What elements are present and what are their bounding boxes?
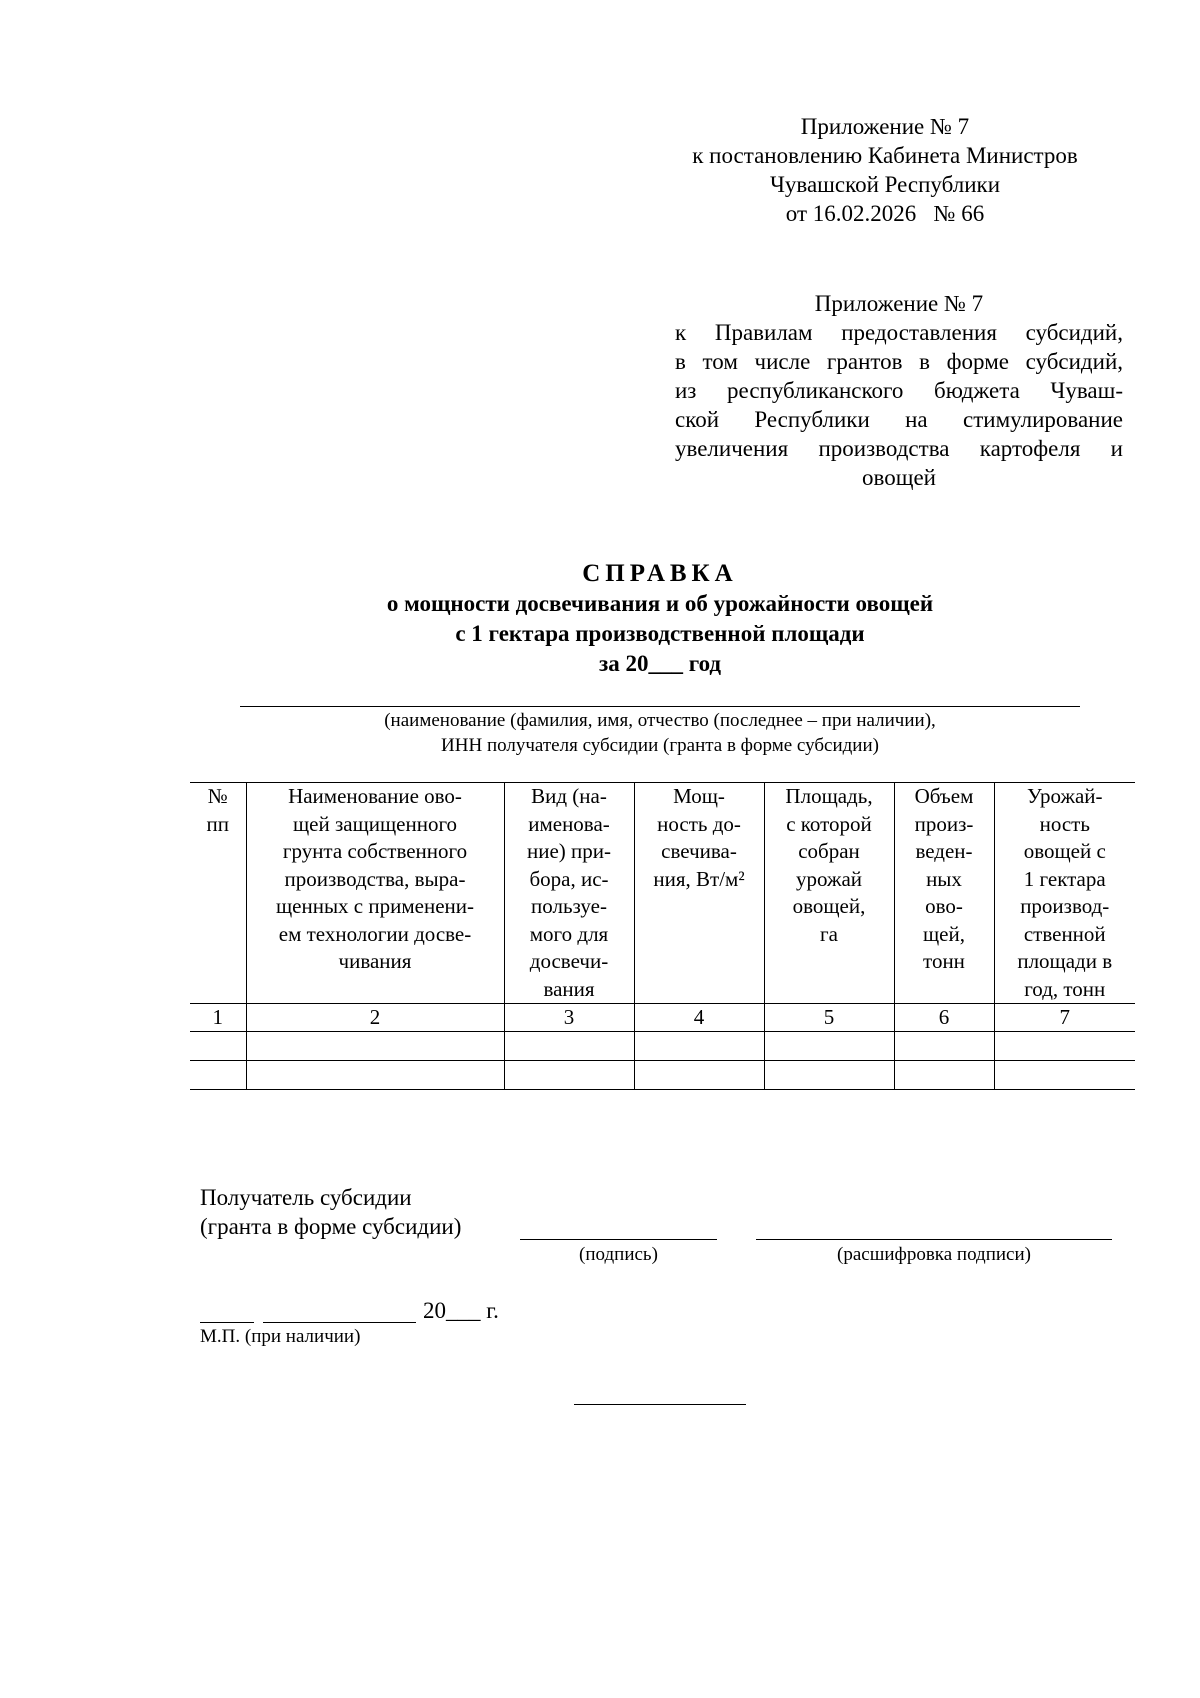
- header-cell-vegetable-name: Наименование ово- щей защищенного грунта собственного производства, выра- щенных с применени- ем технологии досве- чивания: [246, 783, 504, 1004]
- table-cell: [190, 1032, 246, 1061]
- header-cell-device-type: Вид (на- именова- ние) при- бора, ис- пользуе- мого для досвечи- вания: [504, 783, 634, 1004]
- date-month-line: [263, 1322, 416, 1323]
- table-cell: [994, 1061, 1135, 1090]
- appendix-resolution-line: Чувашской Республики: [769, 172, 1001, 197]
- appendix-rules-title: Приложение № 7: [814, 291, 984, 316]
- appendix-rules-line: из республиканского бюджета Чуваш-: [675, 378, 1123, 403]
- appendix-resolution-line: к постановлению Кабинета Министров: [692, 143, 1078, 168]
- table-cell: [894, 1032, 994, 1061]
- column-number-cell: 1: [190, 1004, 246, 1032]
- date-day-line: [200, 1322, 254, 1323]
- appendix-resolution-block: [650, 112, 1120, 228]
- table-cell: [504, 1061, 634, 1090]
- header-cell-harvest-area: Площадь, с которой собран урожай овощей, га: [764, 783, 894, 1004]
- table-header-row: [190, 783, 1135, 1004]
- column-number-cell: 2: [246, 1004, 504, 1032]
- document-year-line: за 20___ год: [598, 651, 722, 676]
- column-number-cell: 5: [764, 1004, 894, 1032]
- table-cell: [190, 1061, 246, 1090]
- recipient-caption-line: (наименование (фамилия, имя, отчество (последнее – при наличии),: [384, 710, 936, 731]
- signature-line: [520, 1239, 717, 1240]
- recipient-label: [200, 1183, 461, 1241]
- appendix-rules-line: овощей: [862, 465, 936, 490]
- column-number-cell: 3: [504, 1004, 634, 1032]
- appendix-rules-line: в том числе грантов в форме субсидий,: [675, 349, 1123, 374]
- signature-decoding-line: [756, 1239, 1112, 1240]
- document-heading: [250, 559, 1070, 679]
- recipient-label-line: (гранта в форме субсидии): [200, 1214, 462, 1239]
- table-cell: [994, 1032, 1135, 1061]
- table-column-number-row: [190, 1004, 1135, 1032]
- column-number-cell: 7: [994, 1004, 1135, 1032]
- date-year-text: 20___ г.: [423, 1298, 499, 1323]
- table-cell: [894, 1061, 994, 1090]
- table-cell: [634, 1032, 764, 1061]
- column-number-cell: 6: [894, 1004, 994, 1032]
- seal-caption: М.П. (при наличии): [200, 1326, 361, 1347]
- header-cell-lighting-power: Мощ- ность до- свечива- ния, Вт/м²: [634, 783, 764, 1004]
- appendix-rules-block: [675, 289, 1123, 492]
- document-title: СПРАВКА: [582, 560, 738, 587]
- report-table: [190, 782, 1135, 1090]
- appendix-rules-line: к Правилам предоставления субсидий,: [675, 320, 1123, 345]
- recipient-caption: [260, 708, 1060, 758]
- header-cell-number: № пп: [190, 783, 246, 1004]
- signature-caption: (подпись): [579, 1244, 658, 1265]
- appendix-resolution-line: Приложение № 7: [800, 114, 970, 139]
- table-cell: [504, 1032, 634, 1061]
- closing-line: [574, 1404, 746, 1405]
- column-number-cell: 4: [634, 1004, 764, 1032]
- table-cell: [764, 1032, 894, 1061]
- table-cell: [246, 1032, 504, 1061]
- recipient-label-line: Получатель субсидии: [200, 1185, 412, 1210]
- table-row: [190, 1032, 1135, 1061]
- header-cell-volume: Объем произ- веден- ных ово- щей, тонн: [894, 783, 994, 1004]
- table-cell: [764, 1061, 894, 1090]
- table-cell: [634, 1061, 764, 1090]
- table-row: [190, 1061, 1135, 1090]
- header-cell-yield: Урожай- ность овощей с 1 гектара производ- ственной площади в год, тонн: [994, 783, 1135, 1004]
- document-subtitle: с 1 гектара производственной площади: [455, 621, 865, 646]
- recipient-caption-line: ИНН получателя субсидии (гранта в форме субсидии): [441, 735, 879, 756]
- appendix-rules-line: увеличения производства картофеля и: [675, 436, 1123, 461]
- appendix-rules-line: ской Республики на стимулирование: [675, 407, 1123, 432]
- signature-decoding-caption: (расшифровка подписи): [837, 1244, 1031, 1265]
- appendix-resolution-date: от 16.02.2026 № 66: [785, 201, 985, 226]
- document-subtitle: о мощности досвечивания и об урожайности овощей: [386, 591, 934, 616]
- recipient-name-line: [240, 706, 1080, 707]
- table-cell: [246, 1061, 504, 1090]
